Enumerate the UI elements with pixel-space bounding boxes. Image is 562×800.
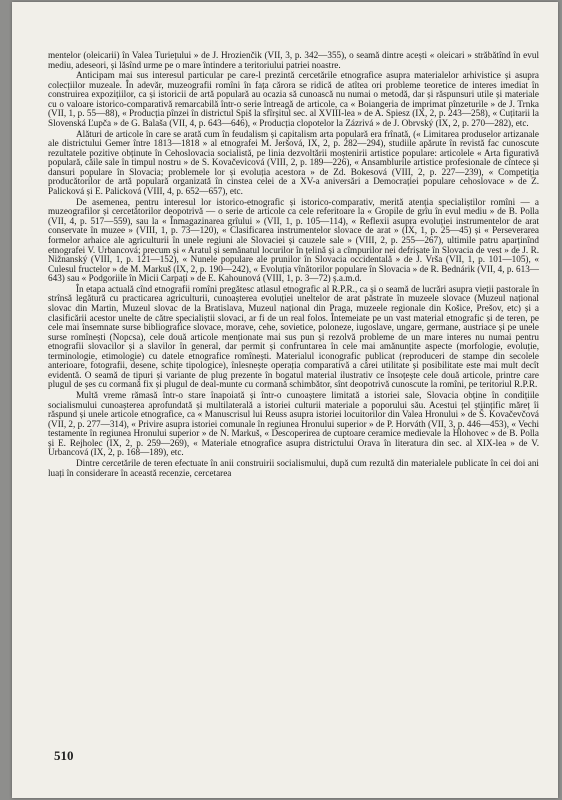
document-page [12, 2, 558, 798]
paragraph-4: De asemenea, pentru interesul lor istorico-etnografic și istorico-comparativ, merită atenția specialiștilor romîni — a muzeografilor și cercetătorilor deopotrivă — o serie de articole ca cele referitoare la « Gropile de grîu în evul mediu » de B. Polla (VII, 4, p. 517—559), sau la « Înmagazinarea grîului » (VII, 1, p. 105—114), « Reflexii asupra evoluției instrumentelor de arat conservate în muzee » (VIII, 1, p. 73—120), « Clasificarea instrumentelor slovace de arat » (IX, 1, p. 25—45) și « Perseverarea formelor arhaice ale agriculturii în unele regiuni ale Slovaciei și cauzele sale » (VIII, 2, p. 255—267), ultimile patru aparținînd etnografei V. Urbancová; precum și « Aratul și semănatul locurilor în țelină și a cîmpurilor nei defrișate în Slovacia de vest » de J. R. Nižnanský (VIII, 1, p. 121—152), « Nunele populare ale prunilor în Slovacia occidentală » de J. Vrša (VII, 1, p. 101—105), « Culesul fructelor » de M. Markuš (IX, 2, p. 190—242), « Evoluția vînătorilor populare în Slovacia » de R. Bednárik (VII, 4, p. 613—643) sau « Podgoriile în Micii Carpați » de E. Kahounová (VIII, 1, p. 3—72) ș.a.m.d. [48, 196, 539, 284]
paragraph-1: mentelor (oleicarii) în Valea Turiețului » de J. Hrozienčik (VII, 3, p. 342—355), o seamă dintre acești « oleicari » străbătînd în evul mediu, adeseori, și lăsînd urme pe o mare întindere a teritoriului patriei noastre. [48, 50, 539, 70]
body-text [48, 51, 539, 479]
paragraph-7: Dintre cercetările de teren efectuate în anii construirii socialismului, după cum rezultă din materialele publicate în cei doi ani luați în considerare în această recenzie, cercetarea [48, 458, 539, 478]
paragraph-6: Multă vreme rămasă într-o stare înapoiată și într-o cunoaștere limitată a istoriei sale, Slovacia obține în condițiile socialismului cunoașterea aprofundată și multilaterală a istoriei culturii materiale a poporului său. Acestui țel științific măreț îi răspund și unele articole etnografice, ca « Manuscrisul lui Reuss asupra istoriei locuitorilor din Valea Hronului » de Š. Kovačevčová (VII, 2, p. 277—314), « Privire asupra istoriei comunale în regiunea Hronului superior » de P. Horváth (VII, 3, p. 446—453), « Vechi testamente în regiunea Hronului superior » de N. Markuš, « Descoperirea de cuptoare ceramice medievale la Hlohovec » de B. Polla și E. Rejholec (IX, 2, p. 259—269), « Materiale etnografice asupra districtului Orava în literatura din sec. al XIX-lea » de V. Urbancová (IX, 2, p. 168—189), etc. [48, 390, 539, 458]
paragraph-3: Alături de articole în care se arată cum în feudalism și capitalism arta populară era frînată, (« Limitarea produselor artizanale ale districtului Gemer între 1813—1818 » al etnografei M. Jeršová, IX, 2, p. 282—294), studiile apărute în revistă fac cunoscute rezultatele pozitive obținute în Cehoslovacia socialistă, pe linia dezvoltării moștenirii artistice populare: articolele « Arta figurativă populară, căile sale în timpul nostru » de S. Kovačevicová (VIII, 2, p. 189—226), « Ansamblurile artistice profesionale de cîntece și dansuri populare în Slovacia; problemele lor și evoluția acestora » de Zd. Bokesová (VIII, 2, p. 227—239), « Competiția producătorilor de artă populară organizată în cinstea celei de a XV-a aniversări a Democrației populare cehoslovace » de Z. Palicková și E. Palicková (VIII, 4, p. 652—657), etc. [48, 128, 539, 197]
paragraph-5: În etapa actuală cînd etnografii romîni pregătesc atlasul etnografic al R.P.R., ca și o seamă de lucrări asupra vieții pastorale în strînsă legătură cu practicarea agriculturii, cunoașterea evoluției uneltelor de arat păstrate în muzeele slovace (Muzeul național slovac din Martin, Muzeul slovac de la Bratislava, Muzeul național din Praga, muzeele regionale din Košice, Prešov, etc) și a clasificării acestor unelte de către specialiștii slovaci, ar fi de un real folos. Întemeiate pe un vast material etnografic și de teren, pe cele mai însemnate surse bibliografice slovace, morave, cehe, sovietice, poloneze, iugoslave, ungare, germane, austriace și pe unele surse romînești (Nopcsa), cele două articole menționate mai sus pun și rezolvă probleme de un mare interes nu numai pentru etnografii slovacilor și a slavilor în general, dar permit și confruntarea în cele mai amănunțite aspecte (morfologie, evoluție, terminologie, etimologie) cu datele etnografice romînești. Materialul iconografic publicat (reproduceri de stampe din secolele anterioare, fotografii, desene, schițe tipologice), înlesnește operația comparativă a cărei utilitate și posibilitate este mai mult decît evidentă. O seamă de tipuri și variante de plug prezente în bogatul material ilustrativ ce însoțește cele două articole, printre care plugul de șes cu cormană fix și plugul de deal-munte cu cormană schimbător, sînt deopotrivă cunoscute la romîni, pe teritoriul R.P.R. [48, 283, 539, 390]
page-number: 510 [54, 748, 74, 763]
paragraph-2: Anticipam mai sus interesul particular pe care-l prezintă cercetările etnografice asupra materialelor arhivistice și asupra colecțiilor muzeale. În adevăr, muzeografii romîni în fața cărora se ridică de atîtea ori probleme teoretice de interes imediat în construirea expozițiilor, ca și istoricii de artă populară au ocazia să cunoască nu numai o metodă, dar și răspunsuri utile și materiale cu o valoare istorico-comparativă remarcabilă într-o serie întreagă de articole, ca « Boiangeria de imprimat pînzeturile » de J. Trnka (VII, 1, p. 55—88), « Producția pînzei în districtul Spiš la sfîrșitul sec. al XVIII-lea » de A. Spiesz (IX, 2, p. 243—258), « Cuțitarii la Slovenská Ľupča » de G. Balaša (VII, 4, p. 643—646), « Producția clopotelor la Zázrivá » de J. Obrvský (IX, 2, p. 270—282), etc. [48, 70, 539, 129]
